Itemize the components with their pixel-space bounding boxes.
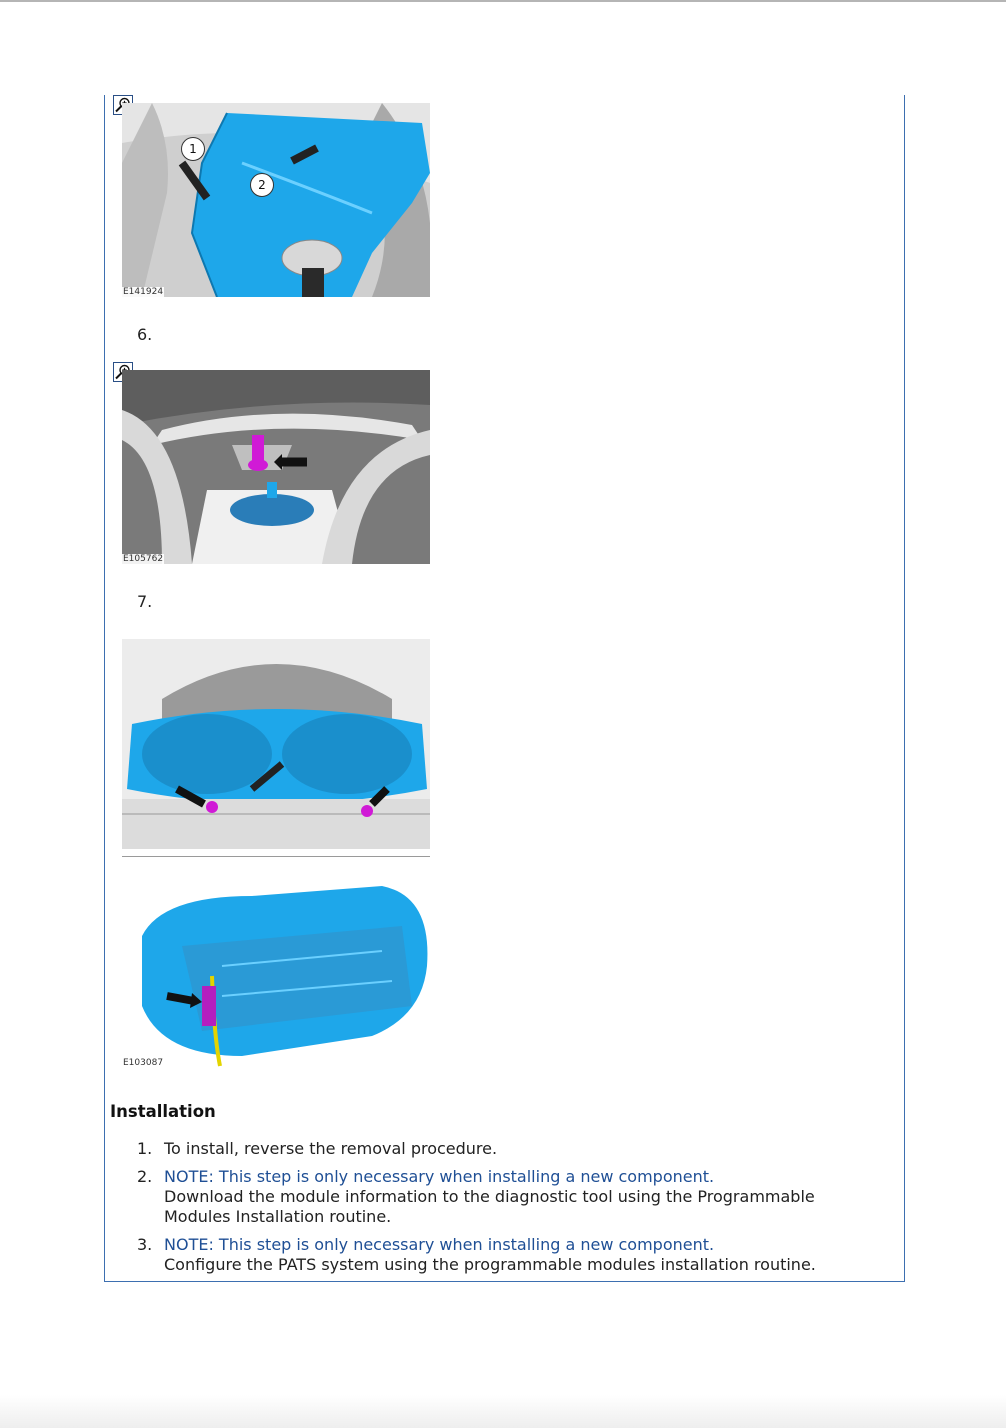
figure-cluster-removal-top <box>122 639 430 849</box>
figure-id: E105762 <box>123 554 164 564</box>
top-rule <box>0 0 1006 2</box>
callout-2: 2 <box>250 173 274 197</box>
figure-steering-column-shroud <box>122 103 430 297</box>
step-number: 2. <box>137 1167 153 1186</box>
list-item <box>137 1139 877 1159</box>
figure-cluster-screw <box>122 370 430 564</box>
step-text: Configure the PATS system using the programmable modules installation routine. <box>164 1255 816 1274</box>
step-number: 1. <box>137 1139 153 1158</box>
step-number: 7. <box>137 592 153 611</box>
list-item <box>137 1235 877 1275</box>
page-bottom-shade <box>0 1395 1006 1428</box>
figure-cluster-connector <box>122 856 430 1072</box>
figure-id: E141924 <box>123 287 164 297</box>
step-note: NOTE: This step is only necessary when installing a new component. <box>164 1167 715 1186</box>
step-text: To install, reverse the removal procedure. <box>164 1139 498 1158</box>
callout-1: 1 <box>181 137 205 161</box>
figure-id: E103087 <box>123 1058 164 1068</box>
step-text: Download the module information to the diagnostic tool using the Programmable Modules Installation routine. <box>164 1187 815 1226</box>
step-note: NOTE: This step is only necessary when installing a new component. <box>164 1235 715 1254</box>
list-item <box>137 1167 877 1227</box>
installation-heading: Installation <box>110 1102 216 1121</box>
step-number: 6. <box>137 325 153 344</box>
installation-steps <box>137 1139 877 1283</box>
step-number: 3. <box>137 1235 153 1254</box>
